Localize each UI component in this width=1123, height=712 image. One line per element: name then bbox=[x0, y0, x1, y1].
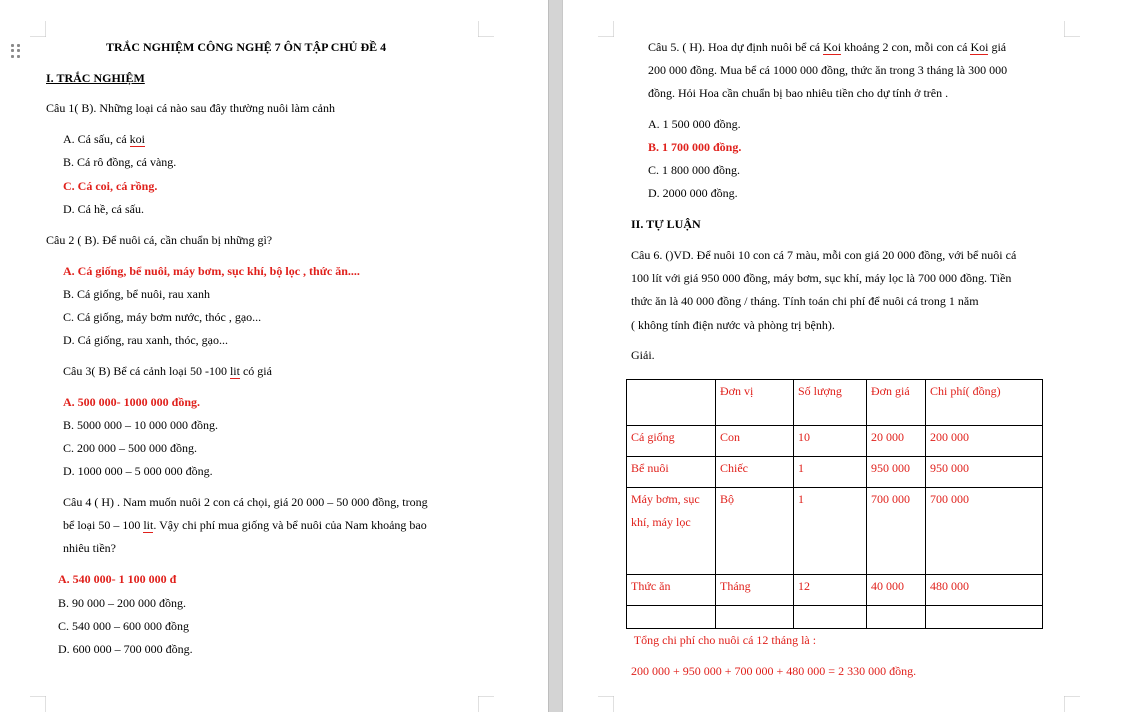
table-header-cell: Đơn giá bbox=[867, 380, 926, 426]
page-corner-mark bbox=[478, 696, 494, 712]
q1-option-b: B. Cá rô đồng, cá vàng. bbox=[63, 155, 177, 169]
question-6-line-3: thức ăn là 40 000 đồng / tháng. Tính toán chi phí để nuôi cá trong 1 năm bbox=[631, 294, 979, 308]
table-cell: Bể nuôi bbox=[627, 457, 716, 488]
table-cell: 700 000 bbox=[867, 488, 926, 575]
table-cell: Máy bơm, sục khí, máy lọc bbox=[627, 488, 716, 575]
q5-option-a: A. 1 500 000 đồng. bbox=[648, 117, 741, 131]
spellcheck-underline: Koi bbox=[970, 40, 989, 54]
document-title: TRẮC NGHIỆM CÔNG NGHỆ 7 ÔN TẬP CHỦ ĐỀ 4 bbox=[106, 40, 387, 54]
table-cell: 20 000 bbox=[867, 426, 926, 457]
table-row bbox=[627, 575, 1043, 606]
table-cell: 700 000 bbox=[926, 488, 1043, 575]
drag-handle-icon[interactable] bbox=[11, 44, 21, 58]
page-corner-mark bbox=[30, 696, 46, 712]
table-header-cell bbox=[627, 380, 716, 426]
table-cell: Chiếc bbox=[716, 457, 794, 488]
table-cell: Cá giống bbox=[627, 426, 716, 457]
q4-option-c: C. 540 000 – 600 000 đồng bbox=[58, 619, 190, 633]
table-cell: 1 bbox=[794, 488, 867, 575]
q4-option-d: D. 600 000 – 700 000 đồng. bbox=[58, 642, 193, 656]
section-heading-essay: II. TỰ LUẬN bbox=[631, 217, 701, 231]
table-header-row bbox=[627, 380, 1043, 426]
q3-option-c: C. 200 000 – 500 000 đồng. bbox=[63, 441, 198, 455]
question-4-line-2: bể loại 50 – 100 lit. Vậy chi phí mua giống và bể nuôi của Nam khoảng bao bbox=[63, 518, 427, 532]
table-cell: Tháng bbox=[716, 575, 794, 606]
page-corner-mark bbox=[1064, 696, 1080, 712]
page-corner-mark bbox=[1064, 21, 1080, 37]
table-cell: 40 000 bbox=[867, 575, 926, 606]
table-cell: 200 000 bbox=[926, 426, 1043, 457]
table-cell: Bộ bbox=[716, 488, 794, 575]
q3-option-d: D. 1000 000 – 5 000 000 đồng. bbox=[63, 464, 213, 478]
table-cell: Thức ăn bbox=[627, 575, 716, 606]
section-heading-multiple-choice: I. TRẮC NGHIỆM bbox=[46, 71, 145, 85]
q2-option-b: B. Cá giống, bể nuôi, rau xanh bbox=[63, 287, 210, 301]
question-5-line-3: đồng. Hỏi Hoa cần chuẩn bị bao nhiêu tiền cho dự tính ở trên . bbox=[648, 86, 949, 100]
spellcheck-underline: lit bbox=[229, 364, 240, 378]
table-cell: 950 000 bbox=[926, 457, 1043, 488]
page-corner-mark bbox=[598, 696, 614, 712]
question-1: Câu 1( B). Những loại cá nào sau đây thường nuôi làm cảnh bbox=[46, 101, 335, 115]
q1-option-a: A. Cá sấu, cá koi bbox=[63, 132, 145, 146]
table-cell bbox=[926, 606, 1043, 629]
table-row bbox=[627, 426, 1043, 457]
q1-option-c-answer: C. Cá coi, cá rồng. bbox=[63, 179, 158, 193]
table-header-cell: Chi phí( đồng) bbox=[926, 380, 1043, 426]
question-3: Câu 3( B) Bể cá cảnh loại 50 -100 lit có giá bbox=[63, 364, 272, 378]
page-gutter bbox=[548, 0, 563, 712]
question-6-line-1: Câu 6. ()VD. Để nuôi 10 con cá 7 màu, mỗi con giá 20 000 đồng, với bể nuôi cá bbox=[631, 248, 1017, 262]
q3-option-a-answer: A. 500 000- 1000 000 đồng. bbox=[63, 395, 201, 409]
total-cost-calculation: 200 000 + 950 000 + 700 000 + 480 000 = 2 330 000 đồng. bbox=[631, 664, 917, 678]
table-cell bbox=[794, 606, 867, 629]
spellcheck-underline: koi bbox=[129, 132, 145, 146]
question-4-line-3: nhiêu tiền? bbox=[63, 541, 116, 555]
q5-option-c: C. 1 800 000 đồng. bbox=[648, 163, 741, 177]
table-row bbox=[627, 488, 1043, 575]
table-cell: 480 000 bbox=[926, 575, 1043, 606]
table-header-cell: Số lượng bbox=[794, 380, 867, 426]
q5-option-b-answer: B. 1 700 000 đồng. bbox=[648, 140, 742, 154]
table-cell: Con bbox=[716, 426, 794, 457]
table-cell: 12 bbox=[794, 575, 867, 606]
q4-option-b: B. 90 000 – 200 000 đồng. bbox=[58, 596, 187, 610]
spellcheck-underline: lit bbox=[143, 518, 154, 532]
table-row bbox=[627, 457, 1043, 488]
page-corner-mark bbox=[478, 21, 494, 37]
question-6-line-4: ( không tính điện nước và phòng trị bệnh). bbox=[631, 318, 835, 332]
q3-option-b: B. 5000 000 – 10 000 000 đồng. bbox=[63, 418, 219, 432]
table-cell: 950 000 bbox=[867, 457, 926, 488]
cost-table bbox=[626, 379, 1043, 629]
spellcheck-underline: Koi bbox=[823, 40, 842, 54]
table-cell: 1 bbox=[794, 457, 867, 488]
page-corner-mark bbox=[598, 21, 614, 37]
table-cell bbox=[867, 606, 926, 629]
q4-option-a-answer: A. 540 000- 1 100 000 đ bbox=[58, 572, 177, 586]
q1-option-d: D. Cá hề, cá sấu. bbox=[63, 202, 144, 216]
question-6-line-2: 100 lít với giá 950 000 đồng, máy bơm, sục khí, máy lọc là 700 000 đồng. Tiền bbox=[631, 271, 1012, 285]
q2-option-d: D. Cá giống, rau xanh, thóc, gạo... bbox=[63, 333, 228, 347]
q2-option-c: C. Cá giống, máy bơm nước, thóc , gạo... bbox=[63, 310, 262, 324]
table-header-cell: Đơn vị bbox=[716, 380, 794, 426]
table-cell bbox=[627, 606, 716, 629]
table-cell: 10 bbox=[794, 426, 867, 457]
total-cost-label: Tổng chi phí cho nuôi cá 12 tháng là : bbox=[631, 633, 817, 647]
table-row bbox=[627, 606, 1043, 629]
q5-option-d: D. 2000 000 đồng. bbox=[648, 186, 738, 200]
question-5-line-1: Câu 5. ( H). Hoa dự định nuôi bể cá Koi khoảng 2 con, mỗi con cá Koi giá bbox=[648, 40, 1007, 54]
solution-label: Giải. bbox=[631, 348, 655, 362]
question-4-line-1: Câu 4 ( H) . Nam muốn nuôi 2 con cá chọi, giá 20 000 – 50 000 đồng, trong bbox=[63, 495, 428, 509]
question-2: Câu 2 ( B). Để nuôi cá, cần chuẩn bị những gì? bbox=[46, 233, 273, 247]
page-corner-mark bbox=[30, 21, 46, 37]
table-cell bbox=[716, 606, 794, 629]
question-5-line-2: 200 000 đồng. Mua bể cá 1000 000 đồng, thức ăn trong 3 tháng là 300 000 bbox=[648, 63, 1008, 77]
q2-option-a-answer: A. Cá giống, bể nuôi, máy bơm, sục khí, bộ lọc , thức ăn.... bbox=[63, 264, 360, 278]
